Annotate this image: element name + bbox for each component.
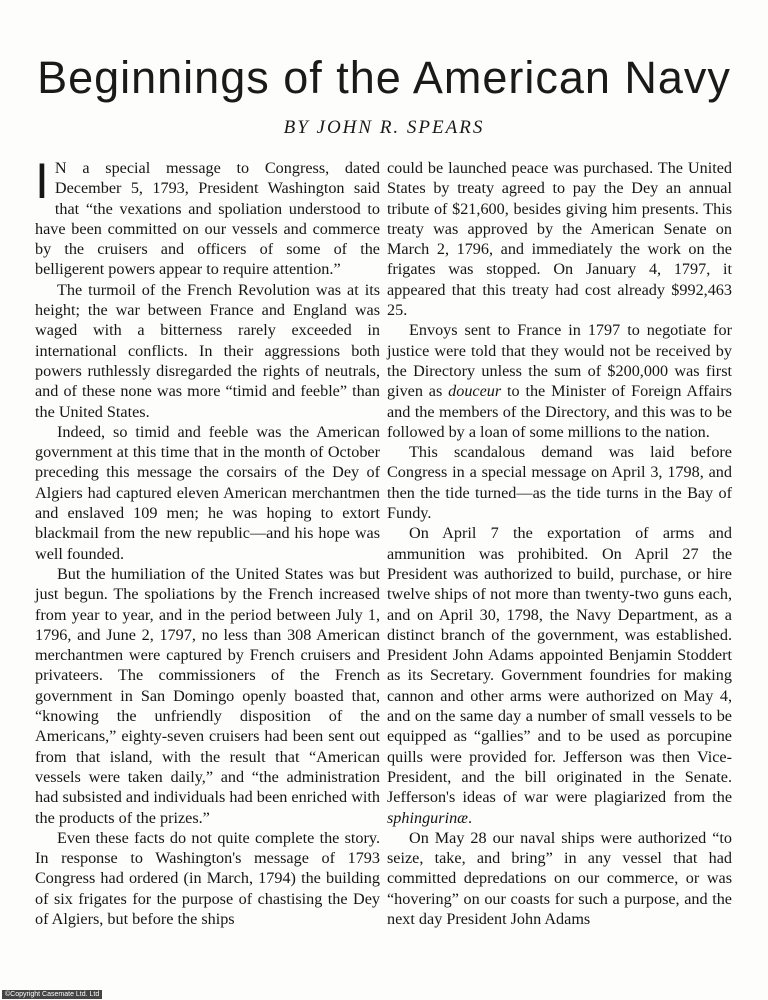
paragraph (387, 523, 732, 827)
article-title: Beginnings of the American Navy (37, 52, 731, 103)
paragraph: could be launched peace was purchased. The United States by treaty agreed to pay the Dey an annual tribute of $21,600, besides giving him presents. This treaty was approved by the American Senate on March 2, 1796, and immediately the work on the frigates was stopped. On January 4, 1797, it appeared that this treaty had cost already $992,463 25. (387, 159, 732, 320)
paragraph: Even these facts do not quite complete the story. In response to Washington's message of 1793 Congress had ordered (in March, 1794) the building of six frigates for the purpose of chastising the Dey of Algiers, but before the ships (35, 828, 380, 928)
paragraph: The turmoil of the French Revolution was at its height; the war between France and England was waged with a bitterness rarely exceeded in international conflicts. In their aggressions both powers ruthlessly disregarded the rights of neutrals, and of these none was more “timid and feeble” than the United States. (35, 280, 380, 421)
article-byline: BY JOHN R. SPEARS (283, 117, 485, 138)
paragraph (387, 320, 732, 442)
paragraph: IN a special message to Congress, dated December 5, 1793, President Washington said that “the vexations and spoliation understood to have been committed on our vessels and commerce by the cruisers and officers of some of the belligerent powers appear to require attention.” (35, 153, 380, 279)
text-run: Envoys sent to France in 1797 to negotiate for justice were told that they would not be received by the Directory unless the sum of $200,000 was first given as (387, 321, 732, 401)
paragraph: But the humiliation of the United States was but just begun. The spoliations by the French increased from year to year, and in the period between July 1, 1796, and June 2, 1797, no less than 308 American merchantmen were captured by French cruisers and privateers. The commissioners of the French government in San Domingo openly boasted that, “knowing the unfriendly disposition of the Americans,” eighty-seven cruisers had been sent out from that island, with the result that “American vessels were taken daily,” and “the administration had subsisted and individuals had been enriched with the products of the prizes.” (35, 564, 380, 827)
paragraph: Indeed, so timid and feeble was the American government at this time that in the month of October preceding this message the corsairs of the Dey of Algiers had captured eleven American merchantmen and enslaved 109 men; he was hoping to extort blackmail from the new republic—and his hope was well founded. (35, 422, 380, 563)
italic-term: douceur (448, 382, 502, 401)
text-run: to the Minister of Foreign Affairs and the members of the Directory, and this was to be followed by a loan of some millions to the nation. (387, 382, 732, 441)
right-column (387, 158, 732, 929)
paragraph: On May 28 our naval ships were authorized “to seize, take, and bring” in any vessel that had committed depredations on our commerce, or was “hovering” on our coasts for such a purpose, and the next day President John Adams (387, 828, 732, 928)
paragraph: This scandalous demand was laid before Congress in a special message on April 3, 1798, and then the tide turned—as the tide turns in the Bay of Fundy. (387, 443, 732, 523)
left-column (35, 153, 380, 929)
italic-term: sphingurinæ (387, 808, 468, 827)
text-run: . (467, 808, 473, 827)
copyright-notice: ©Copyright Casemate Ltd. Ltd (2, 990, 102, 999)
text-run: On April 7 the exportation of arms and ammunition was prohibited. On April 27 the President was authorized to build, purchase, or hire twelve ships of not more than twenty-two guns each, and on April 30, 1798, the Navy Department, as a distinct branch of the government, was established. President John Adams appointed Benjamin Stoddert as its Secretary. Government foundries for making cannon and other arms were authorized on May 4, and on the same day a number of small vessels to be equipped as “gallies” and to be used as porcupine quills were provided for. Jefferson was then Vice-President, and the bill originated in the Senate. Jefferson's ideas of war were plagiarized from the (387, 524, 732, 807)
